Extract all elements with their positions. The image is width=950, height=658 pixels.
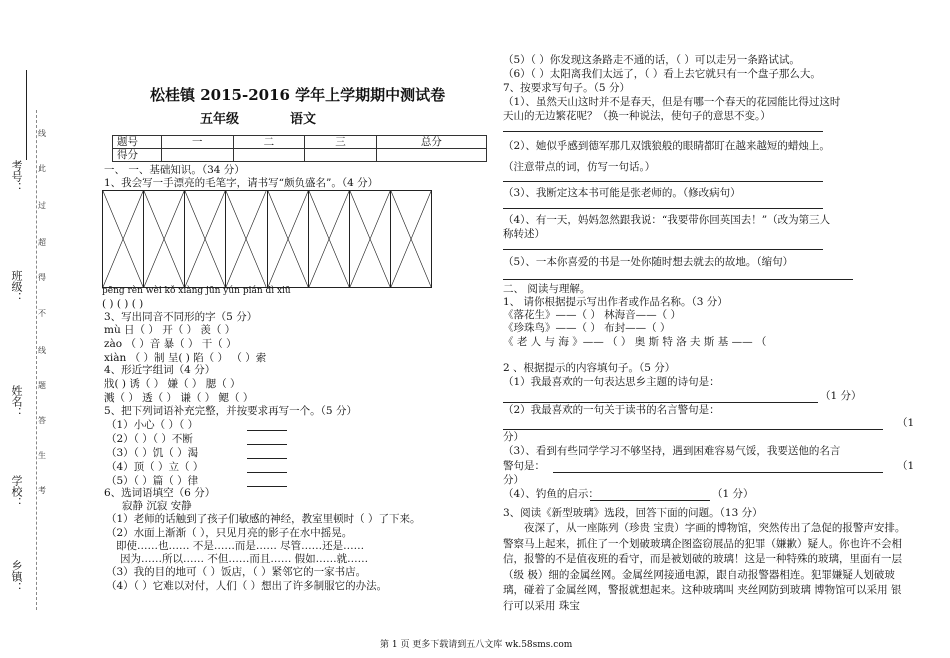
grid-cell[interactable] (144, 191, 185, 287)
score-input-cell[interactable] (162, 149, 234, 162)
seal-char: 超 (38, 238, 46, 247)
q7-2-answer-line[interactable] (503, 181, 823, 182)
q3-row-mu[interactable]: mù 日（ ） 开（ ） 羡（ ） (104, 324, 236, 336)
page-footer: 第 1 页 更多下载请到五八文库 wk.58sms.com (380, 640, 573, 650)
seal-char: 生 (38, 451, 46, 460)
grade-label: 五年级 (200, 112, 240, 127)
q7-1-line-2: 天山的无边繁花呢？（换一种说法，使句子的意思不变。） (503, 110, 771, 122)
q5-item-2[interactable]: （2）（ ）（ ）不断 (106, 433, 193, 445)
q4-row-2[interactable]: 溅（ ） 透（ ） 谦（ ） 鳃（ ） (104, 392, 254, 404)
grid-cell[interactable] (391, 191, 431, 287)
q7-5-answer-line[interactable] (503, 279, 853, 280)
q6-item-1[interactable]: （1）老师的话触到了孩子们敏感的神经，教室里顿时（ ）了下来。 (106, 513, 421, 525)
r2-2-points-cont: 分） (503, 431, 524, 443)
q7-1-answer-line[interactable] (503, 131, 823, 132)
score-header-cell: 二 (233, 136, 305, 149)
q7-3-text: （3）、我断定这本书可能是张老师的。（修改病句） (503, 187, 741, 199)
q7-5-text: （5）、一本你喜爱的书是一处你随时想去就去的故地。（缩句） (503, 256, 794, 268)
r2-2-answer-line[interactable] (503, 429, 883, 430)
r2-1-points: （1 分） (820, 390, 862, 402)
q5-item-1[interactable]: （1）小心（ ）（ ） (106, 419, 199, 431)
q7-3-answer-line[interactable] (503, 208, 823, 209)
q7-1-line-1: （1）、虽然天山这时并不是春天，但是有哪一个春天的花园能比得过这时 (503, 96, 841, 108)
q6-connectives-1: 即使……也…… 不是……而是…… 尽管……还是…… (116, 540, 365, 552)
seal-char: 得 (38, 273, 46, 282)
q6-item-2[interactable]: （2）水面上渐渐（ ），只见月亮的影子在水中摇晃。 (106, 527, 353, 539)
q7-4-answer-line[interactable] (503, 249, 823, 250)
exam-title: 松桂镇 2015-2016 学年上学期期中测试卷 (150, 86, 446, 104)
q3-row-xian[interactable]: xiàn （ ）制 呈( ) 陷（ ） （ ）索 (104, 352, 267, 364)
q7-4-line-2: 称转述） (503, 228, 545, 240)
r2-3-line-1: （3）、看到有些同学学习不够坚持，遇到困难容易气馁，我要送他的名言 (503, 445, 841, 457)
r1-row-1[interactable]: 《落花生》——（ ） 林海音——（ ） (503, 309, 682, 321)
r2-3-points-cont: 分） (503, 474, 524, 486)
score-header-cell: 题号 (113, 136, 162, 149)
q6-connectives-2: 因为……所以…… 不但……而且…… 假如……就…… (120, 553, 369, 565)
r3-text: 3、阅读《新型玻璃》选段，回答下面的问题。（13 分） (503, 507, 763, 519)
kaohao-label: 考号： (10, 160, 23, 193)
score-input-cell[interactable] (233, 149, 305, 162)
subject-label: 语文 (290, 112, 317, 127)
q5-item-5[interactable]: （5）（ ）篇（ ）律 (106, 475, 199, 487)
q3-text: 3、写出同音不同形的字（5 分） (104, 311, 258, 323)
pinyin-row: pēng rèn wèi kǒ xiàng jūn yún pián dì xiū (102, 286, 291, 296)
score-label-cell: 得分 (113, 149, 162, 162)
seal-char: 线 (38, 129, 46, 138)
score-input-cell[interactable] (305, 149, 377, 162)
q7-text: 7、按要求写句子。（5 分） (503, 82, 630, 94)
r2-2-points: （1 (897, 417, 915, 429)
r2-3-points: （1 (897, 460, 915, 472)
score-table (112, 135, 487, 162)
q6-text: 6、选词语填空（6 分） (104, 487, 216, 499)
r2-2-text: （2）我最喜欢的一句关于读书的名言警句是： (503, 404, 720, 416)
seal-char: 线 (38, 346, 46, 355)
seal-char: 答 (38, 416, 46, 425)
r2-4-answer-line[interactable] (590, 500, 710, 501)
q7-2-line-2: （注意带点的词，仿写一句话。） (503, 161, 656, 173)
q5-answer-line[interactable] (247, 458, 287, 459)
kaohao-line (26, 70, 27, 160)
q5-answer-line[interactable] (247, 472, 287, 473)
q6-word-bank: 寂静 沉寂 安静 (122, 500, 192, 512)
q5-text: 5、把下列词语补充完整，并按要求再写一个。（5 分） (104, 405, 357, 417)
xiangzhen-label: 乡镇： (10, 560, 23, 593)
grid-cell[interactable] (268, 191, 309, 287)
q7-2-line-1: （2）、她似乎感到德军那几双饿狼般的眼睛都盯在越来越短的蜡烛上。 (503, 140, 830, 152)
calligraphy-grid[interactable] (102, 190, 432, 288)
q1-text: 1、我会写一手漂亮的毛笔字，请书写“颇负盛名”。（4 分） (104, 177, 379, 189)
pinyin-answer-brackets[interactable]: ( ) ( ) ( ) (102, 298, 144, 310)
q6-item-5[interactable]: （5）（ ）你发现这条路走不通的话，（ ）可以走另一条路试试。 (503, 54, 800, 66)
grid-cell[interactable] (226, 191, 267, 287)
r2-text: 2 、根据提示的内容填句子。（5 分） (503, 362, 676, 374)
passage-text: 夜深了，从一座陈列（珍贵 宝贵）字画的博物馆，突然传出了急促的报警声安排。警察马上起来，抓住了一个划破玻璃企图盗窃展品的犯罪（嫌歉）疑人。你也许不会相信，报警的不是值夜班的看守，而是被划破的玻璃！这是一种特殊的玻璃，里面有一层（级 极）细的金属丝网。金属丝网接通电源，跟自动报警器相连。犯罪嫌疑人划破玻璃，碰着了金属丝网，警报就想起来。这种玻璃叫 夹丝网防到玻璃 博物馆可以采用 银行可以采用 珠宝 (503, 522, 906, 612)
q5-answer-line[interactable] (247, 444, 287, 445)
section-1-heading: 一、 一、基础知识。（34 分） (104, 164, 245, 176)
grid-cell[interactable] (350, 191, 391, 287)
seal-char: 不 (38, 309, 46, 318)
score-input-cell[interactable] (376, 149, 486, 162)
score-header-cell: 三 (305, 136, 377, 149)
xuexiao-label: 学校： (10, 475, 23, 508)
section-2-heading: 二、 阅读与理解。 (503, 283, 591, 295)
q6-item-3[interactable]: （3）我的目的地可（ ）饭店，（ ）紧邻它的一家书店。 (106, 566, 367, 578)
r2-1-answer-line[interactable] (503, 402, 818, 403)
q6-item-6[interactable]: （6）（ ）太阳离我们太远了，（ ）看上去它就只有一个盘子那么大。 (503, 68, 821, 80)
q4-row-1[interactable]: 戕( ) 诱（ ） 嫌（ ） 腮（ ） (104, 378, 241, 390)
r1-row-2[interactable]: 《珍珠鸟》——（ ） 布封——（ ） (503, 322, 671, 334)
score-header-cell: 总分 (376, 136, 486, 149)
r2-3-line-2: 警句是： (503, 460, 545, 472)
grid-cell[interactable] (309, 191, 350, 287)
q5-answer-line[interactable] (247, 486, 287, 487)
r1-text: 1、 请你根据提示写出作者或作品名称。（3 分） (503, 296, 728, 308)
q5-answer-line[interactable] (247, 430, 287, 431)
binding-dashed-line (36, 110, 37, 610)
q4-text: 4、形近字组词（4 分） (104, 364, 216, 376)
seal-char: 此 (38, 164, 46, 173)
r2-1-text: （1）我最喜欢的一句表达思乡主题的诗句是： (503, 376, 720, 388)
q5-item-4[interactable]: （4）顶（ ）立（ ） (106, 461, 204, 473)
grid-cell[interactable] (103, 191, 144, 287)
q7-4-line-1: （4）、有一天，妈妈忽然跟我说：“我要带你回英国去！”（改为第三人 (503, 214, 831, 226)
r1-row-3[interactable]: 《 老 人 与 海 》—— （ ） 奥 斯 特 洛 夫 斯 基 —— （ (503, 336, 767, 348)
xingming-label: 姓名： (10, 385, 23, 418)
seal-char: 过 (38, 201, 46, 210)
grid-cell[interactable] (185, 191, 226, 287)
r2-3-answer-line[interactable] (553, 472, 883, 473)
q6-item-4[interactable]: （4）（ ）它难以对付，人们（ ）想出了许多制服它的办法。 (106, 580, 388, 592)
seal-char: 考 (38, 486, 46, 495)
q5-item-3[interactable]: （3）（ ）饥（ ）渴 (106, 447, 199, 459)
r2-4-points: （1 分） (712, 488, 754, 500)
seal-char: 题 (38, 381, 46, 390)
r2-4-text: （4）、钓鱼的启示： (503, 488, 599, 500)
banji-label: 班级： (10, 270, 23, 303)
q3-row-zao[interactable]: zào （ ）音 暴（ ） 干（ ） (104, 338, 237, 350)
score-header-cell: 一 (162, 136, 234, 149)
